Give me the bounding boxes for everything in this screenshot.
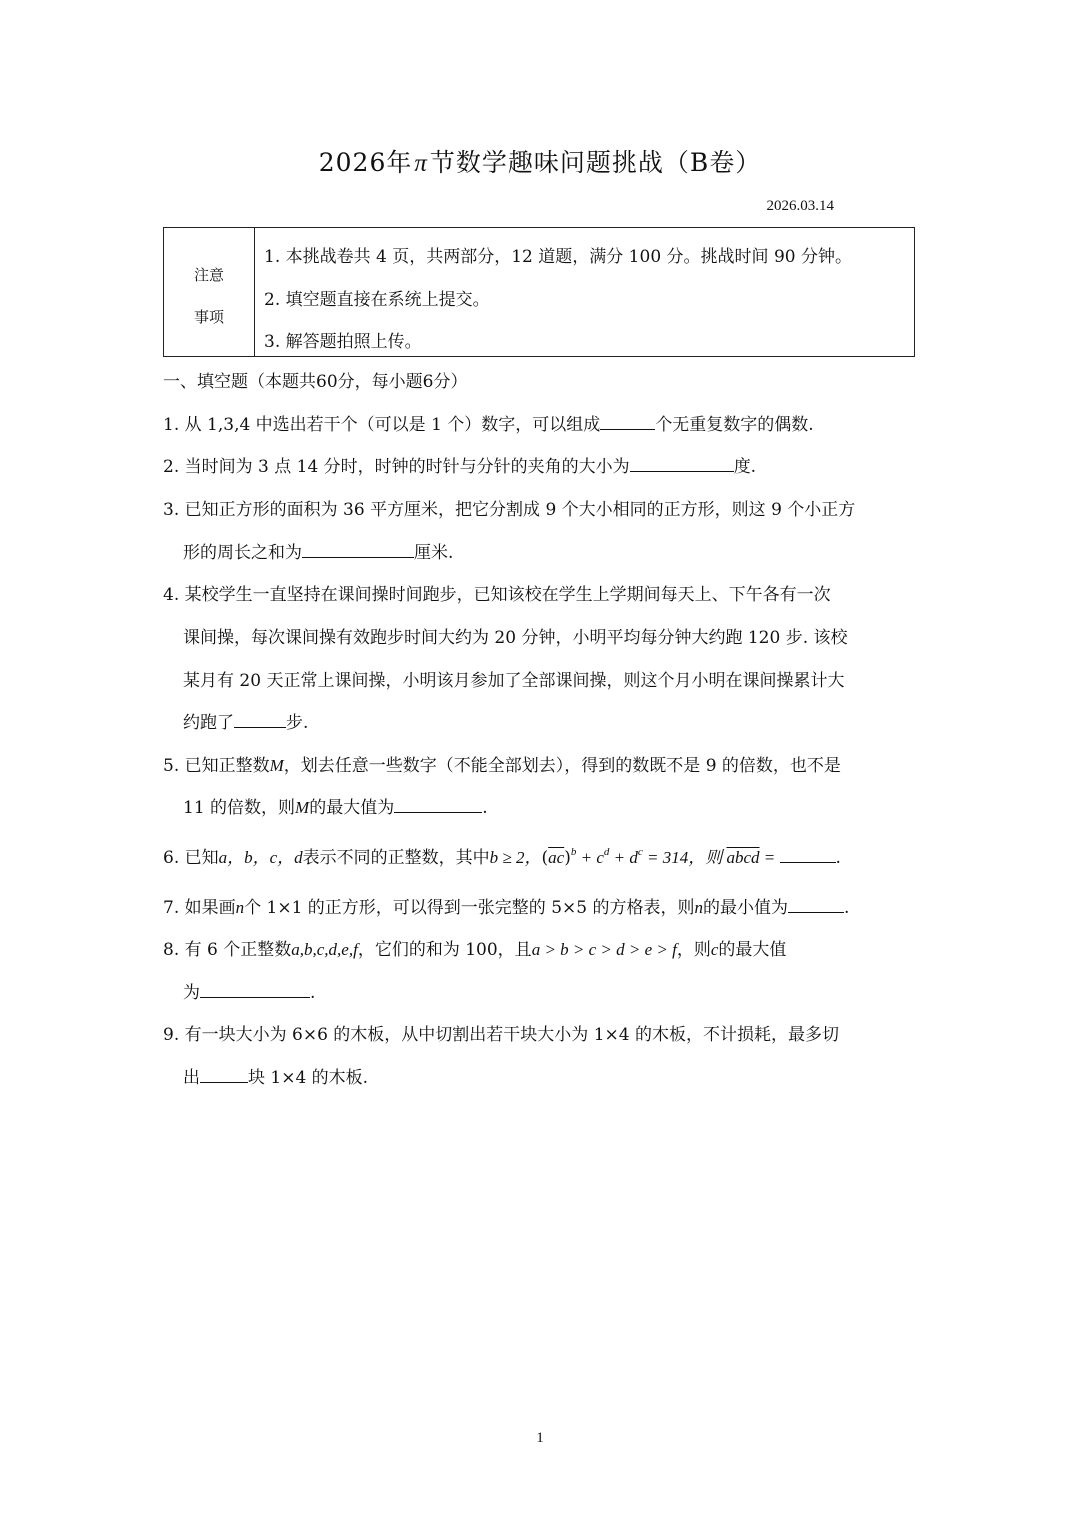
answer-blank[interactable] [630,455,734,472]
question-9-cont: 出 块 1×4 的木板. [183,1068,369,1088]
question-7: 7. 如果画n个 1×1 的正方形，可以得到一张完整的 5×5 的方格表，则n的最小值为 . [163,898,850,918]
answer-blank[interactable] [234,711,286,728]
answer-blank[interactable] [788,896,844,913]
notice-item: 2. 填空题直接在系统上提交。 [264,290,490,310]
question-3: 3. 已知正方形的面积为 36 平方厘米，把它分割成 9 个大小相同的正方形，则这 9 个小正方 [163,500,856,520]
notice-item: 1. 本挑战卷共 4 页，共两部分，12 道题，满分 100 分。挑战时间 90 分钟。 [264,247,852,267]
question-3-cont: 形的周长之和为 厘米. [183,543,454,563]
exam-date: 2026.03.14 [766,198,834,214]
question-1: 1. 从 1,3,4 中选出若干个（可以是 1 个）数字，可以组成 个无重复数字的偶数. [163,415,814,435]
answer-blank[interactable] [780,846,836,863]
question-4-cont: 课间操，每次课间操有效跑步时间大约为 20 分钟，小明平均每分钟大约跑 120 步. 该校 [183,628,848,648]
notice-box [163,227,915,357]
question-8: 8. 有 6 个正整数a,b,c,d,e,f，它们的和为 100，且a > b > c > d > e > f，则c的最大值 [163,940,787,960]
question-5-cont: 11 的倍数，则M的最大值为 . [183,798,488,818]
section-heading: 一、填空题（本题共60分，每小题6分） [163,372,468,392]
question-5: 5. 已知正整数M，划去任意一些数字（不能全部划去），得到的数既不是 9 的倍数，也不是 [163,756,841,776]
notice-label-line1: 注意 [193,266,224,284]
answer-blank[interactable] [200,981,310,998]
question-4: 4. 某校学生一直坚持在课间操时间跑步，已知该校在学生上学期间每天上、下午各有一次 [163,585,831,605]
answer-blank[interactable] [394,796,482,813]
pi-symbol: π [414,150,428,177]
notice-label-line2: 事项 [193,308,224,326]
question-6: 6. 已知a，b，c，d表示不同的正整数，其中b ≥ 2，$(\overline{ac})^b + c^d + d^c = 314$，则 abcd = . [163,846,841,868]
page-number: 1 [536,1430,544,1446]
notice-item: 3. 解答题拍照上传。 [264,332,422,352]
overline-abcd: abcd [726,848,760,867]
answer-blank[interactable] [600,413,655,430]
question-8-cont: 为 . [183,983,316,1003]
answer-blank[interactable] [200,1066,248,1083]
overline-ac: $\overline{ac}$ [548,848,565,867]
answer-blank[interactable] [302,541,414,558]
page-title: 2026年π节数学趣味问题挑战（B卷） [318,148,762,177]
question-4-cont: 约跑了 步. [183,713,309,733]
question-2: 2. 当时间为 3 点 14 分时，时钟的时针与分针的夹角的大小为 度. [163,457,757,477]
notice-label [164,228,255,356]
question-9: 9. 有一块大小为 6×6 的木板，从中切割出若干块大小为 1×4 的木板，不计损耗，最多切 [163,1025,839,1045]
question-4-cont: 某月有 20 天正常上课间操，小明该月参加了全部课间操，则这个月小明在课间操累计大 [183,671,845,691]
